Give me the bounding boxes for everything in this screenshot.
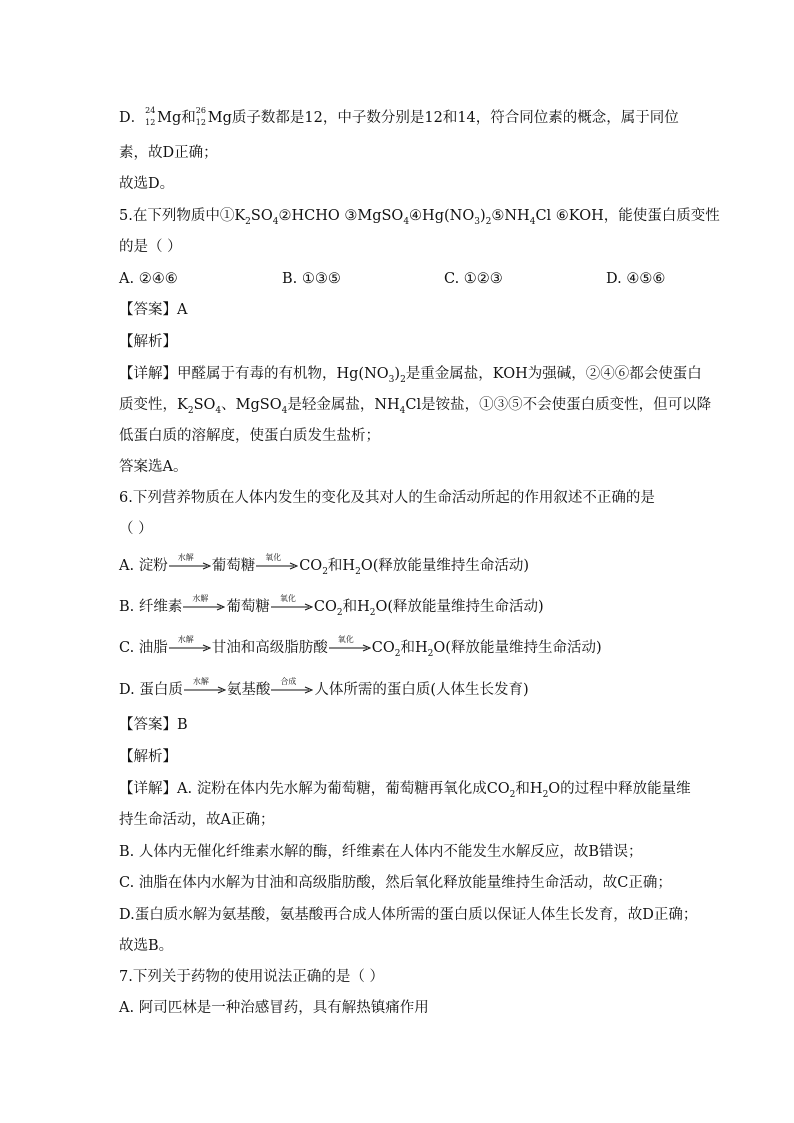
q4-option-d-line2: 素，故D正确； — [119, 145, 218, 161]
reaction-arrow: 氧化 — [271, 603, 313, 611]
q5-analysis-heading: 【解析】 — [119, 334, 177, 350]
element-symbol: Mg — [157, 110, 182, 126]
reaction-arrow: 水解 — [169, 644, 211, 652]
q6-detail-line5: D.蛋白质水解为氨基酸，氨基酸再合成人体所需的蛋白质以保证人体生长发育，故D正确； — [119, 907, 698, 923]
q6-option-b: B. 纤维素 水解 葡萄糖 氧化 $CO_2$和$H_2O$(释放能量维持生命活动) — [119, 594, 544, 618]
q6-option-a: A. 淀粉 水解 葡萄糖 氧化 $CO_2$和$H_2O$(释放能量维持生命活动) — [119, 553, 530, 577]
q5-end: 答案选A。 — [119, 459, 188, 475]
q4-option-d-line1 — [119, 108, 679, 128]
q6-detail-line2: 持生命活动，故A正确； — [119, 812, 275, 828]
isotope-mg24: 24 12 — [145, 106, 156, 127]
q7-option-a: A. 阿司匹林是一种治感冒药，具有解热镇痛作用 — [119, 1000, 429, 1016]
q6-detail-line4: C. 油脂在体内水解为甘油和高级脂肪酸，然后氧化释放能量维持生命活动，故C正确； — [119, 875, 672, 891]
element-symbol: Mg — [207, 110, 232, 126]
reaction-arrow: 水解 — [183, 603, 225, 611]
q5-option-d: D. ④⑤⑥ — [606, 271, 666, 287]
q6-detail-line3: B. 人体内无催化纤维素水解的酶，纤维素在人体内不能发生水解反应，故B错误； — [119, 844, 643, 860]
reaction-arrow: 氧化 — [329, 644, 371, 652]
q6-stem-line1: 6.下列营养物质在人体内发生的变化及其对人的生命活动所起的作用叙述不正确的是 — [119, 490, 655, 506]
q6-answer: 【答案】B — [119, 717, 188, 733]
isotope-mg26: 26 12 — [195, 106, 206, 127]
q6-option-c: C. 油脂 水解 甘油和高级脂肪酸 氧化 $CO_2$和$H_2O$(释放能量维持生命活动) — [119, 635, 602, 659]
q5-option-c: C. ①②③ — [444, 271, 503, 287]
q5-option-a: A. ②④⑥ — [119, 271, 178, 287]
reaction-arrow: 合成 — [271, 686, 313, 694]
reaction-arrow: 氧化 — [256, 562, 298, 570]
option-label: D． — [119, 110, 146, 126]
reaction-arrow: 水解 — [169, 562, 211, 570]
q6-detail-line1: 【详解】A. 淀粉在体内先水解为葡萄糖，葡萄糖再氧化成$CO_2$和$H_2O$的过程中释放能量维 — [119, 781, 691, 800]
q5-detail-line3: 低蛋白质的溶解度，使蛋白质发生盐析； — [119, 428, 380, 444]
text: 和 — [181, 110, 196, 126]
q5-stem-line2: 的是（ ） — [119, 239, 182, 255]
q4-choose: 故选D。 — [119, 176, 175, 192]
q5-answer: 【答案】A — [119, 302, 188, 318]
q6-stem-line2: （ ） — [119, 521, 153, 537]
q7-stem: 7.下列关于药物的使用说法正确的是（ ） — [119, 969, 384, 985]
q6-option-d: D. 蛋白质 水解 氨基酸 合成 人体所需的蛋白质(人体生长发育) — [119, 677, 529, 698]
q5-detail-line2: 质变性，$K_2SO_4$、MgSO$_4$是轻金属盐，$NH_4Cl$是铵盐，①③⑤不会使蛋白质变性，但可以降 — [119, 397, 712, 416]
text: 质子数都是12，中子数分别是12和14，符合同位素的概念，属于同位 — [231, 110, 679, 126]
q6-end: 故选B。 — [119, 938, 174, 954]
reaction-arrow: 水解 — [184, 686, 226, 694]
q5-option-b: B. ①③⑤ — [282, 271, 341, 287]
q5-detail-line1: 【详解】甲醛属于有毒的有机物，$Hg(NO_3)_2$是重金属盐，KOH为强碱，②④⑥都会使蛋白 — [119, 366, 702, 385]
q5-stem-line1: 5.在下列物质中$①K_2SO_4②HCHO$ $③MgSO_4④Hg(NO_3)_2⑤NH_4Cl$ ⑥KOH，能使蛋白质变性 — [119, 208, 720, 227]
q6-analysis-heading: 【解析】 — [119, 749, 177, 765]
